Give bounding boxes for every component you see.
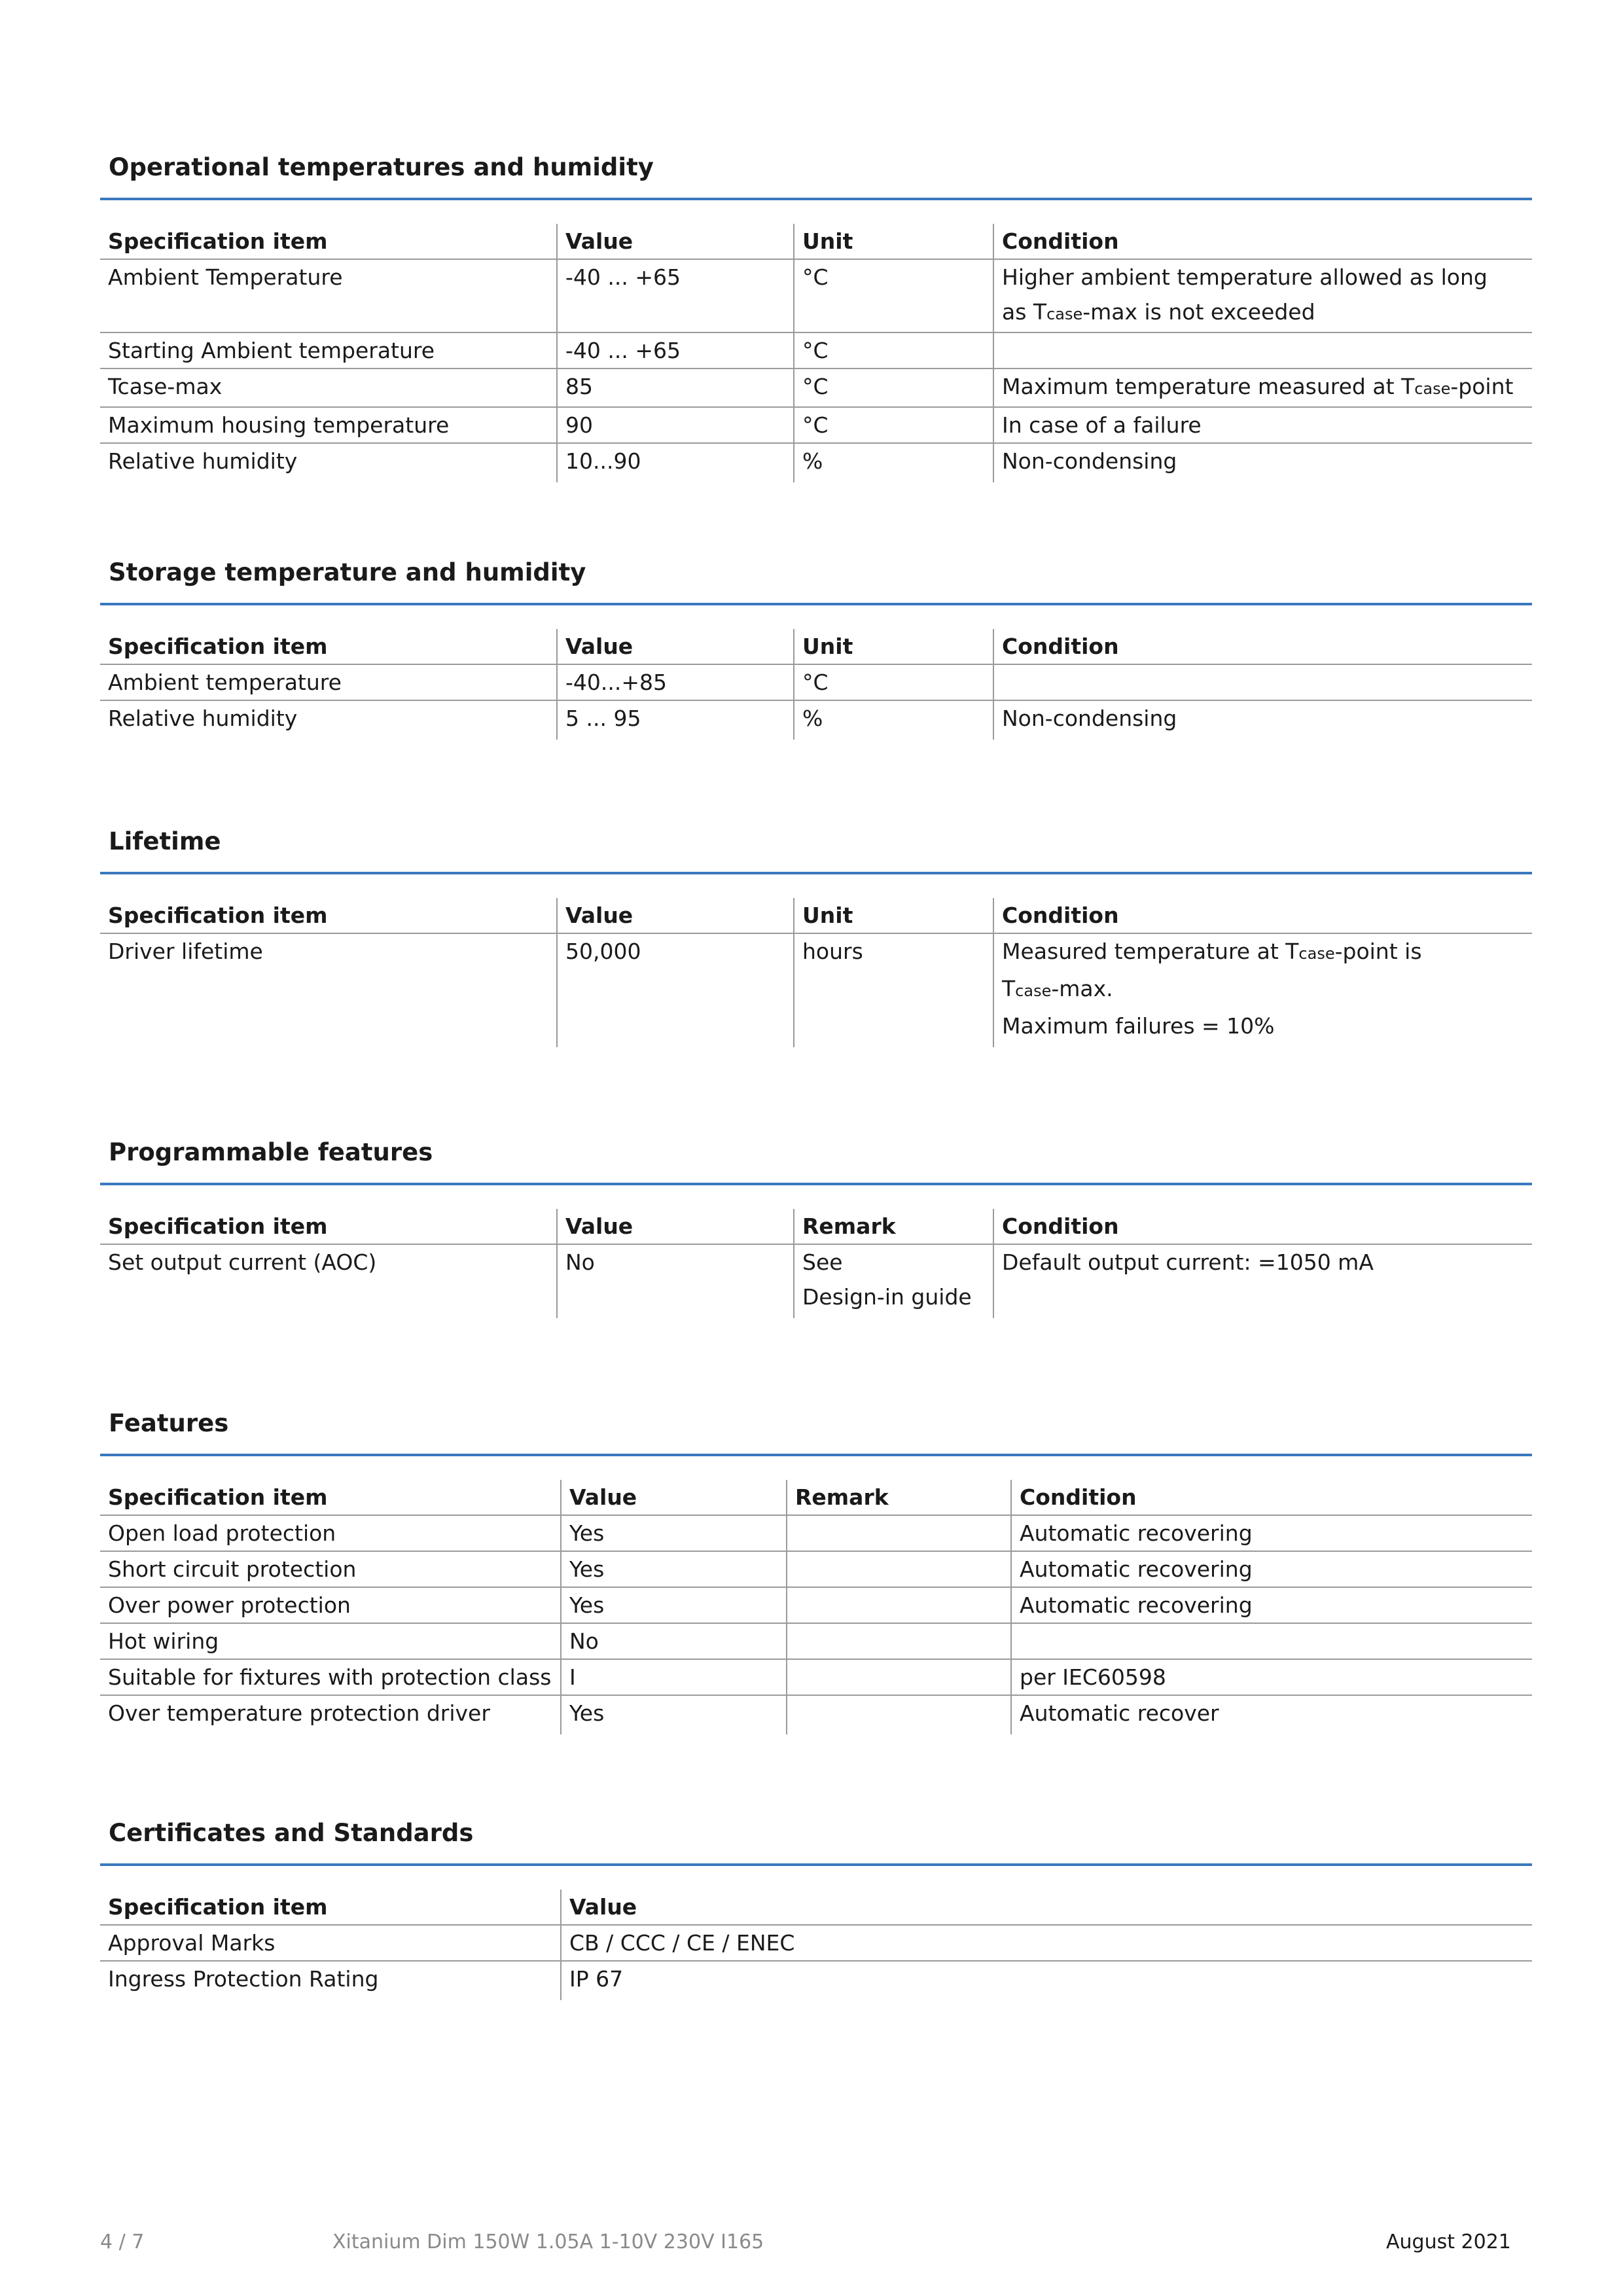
header-condition: Condition	[993, 629, 1532, 664]
section-rule	[100, 872, 1532, 874]
condition-text: T	[1002, 976, 1016, 1001]
header-condition: Condition	[993, 1209, 1532, 1244]
table-row	[100, 407, 1532, 443]
table-row	[100, 1623, 1532, 1659]
section-operational	[100, 149, 1532, 482]
section-lifetime	[100, 823, 1532, 1047]
cell-value: 10...90	[557, 443, 794, 482]
section-title: Storage temperature and humidity	[109, 558, 586, 586]
header-value: Value	[561, 1480, 787, 1515]
cell-condition	[993, 664, 1532, 700]
cell-value: CB / CCC / CE / ENEC	[561, 1925, 1532, 1961]
cell-value: 85	[557, 368, 794, 407]
table-row	[100, 1659, 1532, 1695]
header-value: Value	[557, 1209, 794, 1244]
cell-condition	[993, 368, 1532, 407]
cell-item: Driver lifetime	[108, 939, 263, 964]
condition-text: Maximum temperature measured at T	[1002, 374, 1415, 399]
footer-page-number: 4 / 7	[100, 2231, 145, 2253]
cell-value: Yes	[561, 1551, 787, 1587]
cell-value: -40 ... +65	[557, 332, 794, 368]
table-row	[100, 700, 1532, 740]
condition-text: as T	[1002, 299, 1047, 325]
table-header-row	[100, 1890, 1532, 1925]
cell-value: Yes	[561, 1587, 787, 1623]
header-value: Value	[557, 898, 794, 933]
header-condition: Condition	[993, 898, 1532, 933]
cell-value: No	[557, 1244, 794, 1318]
section-rule	[100, 1183, 1532, 1185]
cell-remark	[787, 1623, 1011, 1659]
header-condition: Condition	[993, 224, 1532, 259]
header-spec-item: Specification item	[100, 1209, 557, 1244]
table-header-row	[100, 629, 1532, 664]
table-row	[100, 664, 1532, 700]
table-row	[100, 1515, 1532, 1551]
section-features	[100, 1405, 1532, 1734]
cell-value: Yes	[561, 1695, 787, 1734]
cell-remark	[787, 1587, 1011, 1623]
cell-condition: In case of a failure	[993, 407, 1532, 443]
cell-condition: Automatic recovering	[1011, 1587, 1532, 1623]
condition-line	[1002, 971, 1524, 1009]
cell-item: Ingress Protection Rating	[108, 1966, 379, 1992]
table-header-row	[100, 1209, 1532, 1244]
cell-remark	[794, 1244, 993, 1318]
section-title: Lifetime	[109, 827, 221, 855]
spec-table	[100, 1480, 1532, 1734]
header-spec-item: Specification item	[100, 898, 557, 933]
condition-text: -point	[1450, 374, 1514, 399]
cell-remark	[787, 1551, 1011, 1587]
table-header-row	[100, 898, 1532, 933]
section-programmable	[100, 1134, 1532, 1318]
section-title: Features	[109, 1409, 229, 1437]
condition-subscript: case	[1015, 982, 1052, 1000]
header-remark: Remark	[794, 1209, 993, 1244]
condition-text: -max.	[1051, 976, 1113, 1001]
cell-condition: Non-condensing	[993, 443, 1532, 482]
section-title: Operational temperatures and humidity	[109, 153, 654, 181]
header-spec-item: Specification item	[100, 629, 557, 664]
cell-item: Hot wiring	[100, 1623, 561, 1659]
header-spec-item: Specification item	[100, 1890, 561, 1925]
cell-value: 5 ... 95	[557, 700, 794, 740]
cell-item: Approval Marks	[100, 1925, 561, 1961]
header-value: Value	[561, 1890, 1532, 1925]
cell-condition: Automatic recovering	[1011, 1551, 1532, 1587]
cell-item: Open load protection	[100, 1515, 561, 1551]
spec-table	[100, 1209, 1532, 1318]
spec-table	[100, 898, 1532, 1047]
table-header-row	[100, 1480, 1532, 1515]
section-storage	[100, 554, 1532, 740]
condition-subscript: case	[1298, 944, 1335, 963]
condition-line: Higher ambient temperature allowed as long	[1002, 264, 1488, 290]
table-row	[100, 259, 1532, 332]
header-unit: Unit	[794, 629, 993, 664]
cell-condition: per IEC60598	[1011, 1659, 1532, 1695]
cell-remark	[787, 1515, 1011, 1551]
cell-value: I	[561, 1659, 787, 1695]
cell-item: Suitable for fixtures with protection class	[100, 1659, 561, 1695]
section-title: Certificates and Standards	[109, 1819, 474, 1847]
condition-line	[1002, 934, 1524, 971]
condition-line	[1002, 295, 1524, 332]
section-rule	[100, 603, 1532, 605]
remark-line: See	[802, 1249, 843, 1275]
cell-remark	[787, 1695, 1011, 1734]
cell-condition: Default output current: =1050 mA	[993, 1244, 1532, 1318]
table-row	[100, 1695, 1532, 1734]
table-row	[100, 443, 1532, 482]
cell-item: Ambient temperature	[100, 664, 557, 700]
table-row	[100, 1551, 1532, 1587]
cell-item: Starting Ambient temperature	[100, 332, 557, 368]
cell-unit: °C	[794, 368, 993, 407]
cell-item: Ambient Temperature	[100, 259, 557, 332]
header-spec-item: Specification item	[100, 1480, 561, 1515]
cell-unit: %	[794, 443, 993, 482]
header-value: Value	[557, 629, 794, 664]
cell-remark	[787, 1659, 1011, 1695]
cell-condition	[993, 933, 1532, 1047]
cell-condition: Non-condensing	[993, 700, 1532, 740]
table-row	[100, 1925, 1532, 1961]
cell-value: No	[561, 1623, 787, 1659]
header-unit: Unit	[794, 224, 993, 259]
cell-item: Relative humidity	[108, 448, 298, 474]
cell-condition	[993, 259, 1532, 332]
cell-value: Yes	[561, 1515, 787, 1551]
cell-unit: °C	[794, 259, 993, 332]
cell-value: 50,000	[557, 933, 794, 1047]
cell-value: 90	[557, 407, 794, 443]
table-header-row	[100, 224, 1532, 259]
spec-table	[100, 224, 1532, 482]
cell-item: Tcase-max	[100, 368, 557, 407]
section-title: Programmable features	[109, 1138, 433, 1166]
section-certificates	[100, 1815, 1532, 2000]
cell-value: -40 ... +65	[557, 259, 794, 332]
cell-item: Maximum housing temperature	[100, 407, 557, 443]
section-rule	[100, 1863, 1532, 1866]
cell-item: Over power protection	[100, 1587, 561, 1623]
header-spec-item: Specification item	[100, 224, 557, 259]
condition-text: -point is	[1334, 939, 1422, 964]
cell-item: Over temperature protection driver	[108, 1700, 490, 1726]
table-row	[100, 933, 1532, 1047]
cell-condition: Automatic recovering	[1011, 1515, 1532, 1551]
condition-subscript: case	[1414, 380, 1451, 398]
remark-line: Design-in guide	[802, 1284, 972, 1310]
cell-unit: °C	[794, 407, 993, 443]
cell-unit: °C	[794, 664, 993, 700]
table-row	[100, 1961, 1532, 2000]
header-value: Value	[557, 224, 794, 259]
spec-table	[100, 1890, 1532, 2000]
cell-item: Set output current (AOC)	[108, 1249, 377, 1275]
condition-text: Measured temperature at T	[1002, 939, 1299, 964]
cell-item: Relative humidity	[108, 706, 298, 731]
condition-subscript: case	[1046, 305, 1083, 323]
footer-product-name: Xitanium Dim 150W 1.05A 1-10V 230V I165	[332, 2231, 764, 2253]
header-condition: Condition	[1011, 1480, 1532, 1515]
spec-table	[100, 629, 1532, 740]
table-row	[100, 1244, 1532, 1318]
cell-condition	[1011, 1623, 1532, 1659]
cell-unit: °C	[794, 332, 993, 368]
cell-unit: %	[794, 700, 993, 740]
section-rule	[100, 198, 1532, 200]
footer-date: August 2021	[1386, 2231, 1511, 2253]
cell-condition: Automatic recover	[1011, 1695, 1532, 1734]
condition-line: Maximum failures = 10%	[1002, 1013, 1275, 1039]
cell-value: -40...+85	[557, 664, 794, 700]
header-remark: Remark	[787, 1480, 1011, 1515]
cell-value: IP 67	[561, 1961, 1532, 2000]
table-row	[100, 368, 1532, 407]
cell-condition	[993, 332, 1532, 368]
condition-text: -max is not exceeded	[1082, 299, 1315, 325]
cell-item: Short circuit protection	[100, 1551, 561, 1587]
table-row	[100, 1587, 1532, 1623]
section-rule	[100, 1454, 1532, 1456]
table-row	[100, 332, 1532, 368]
cell-unit: hours	[794, 933, 993, 1047]
header-unit: Unit	[794, 898, 993, 933]
